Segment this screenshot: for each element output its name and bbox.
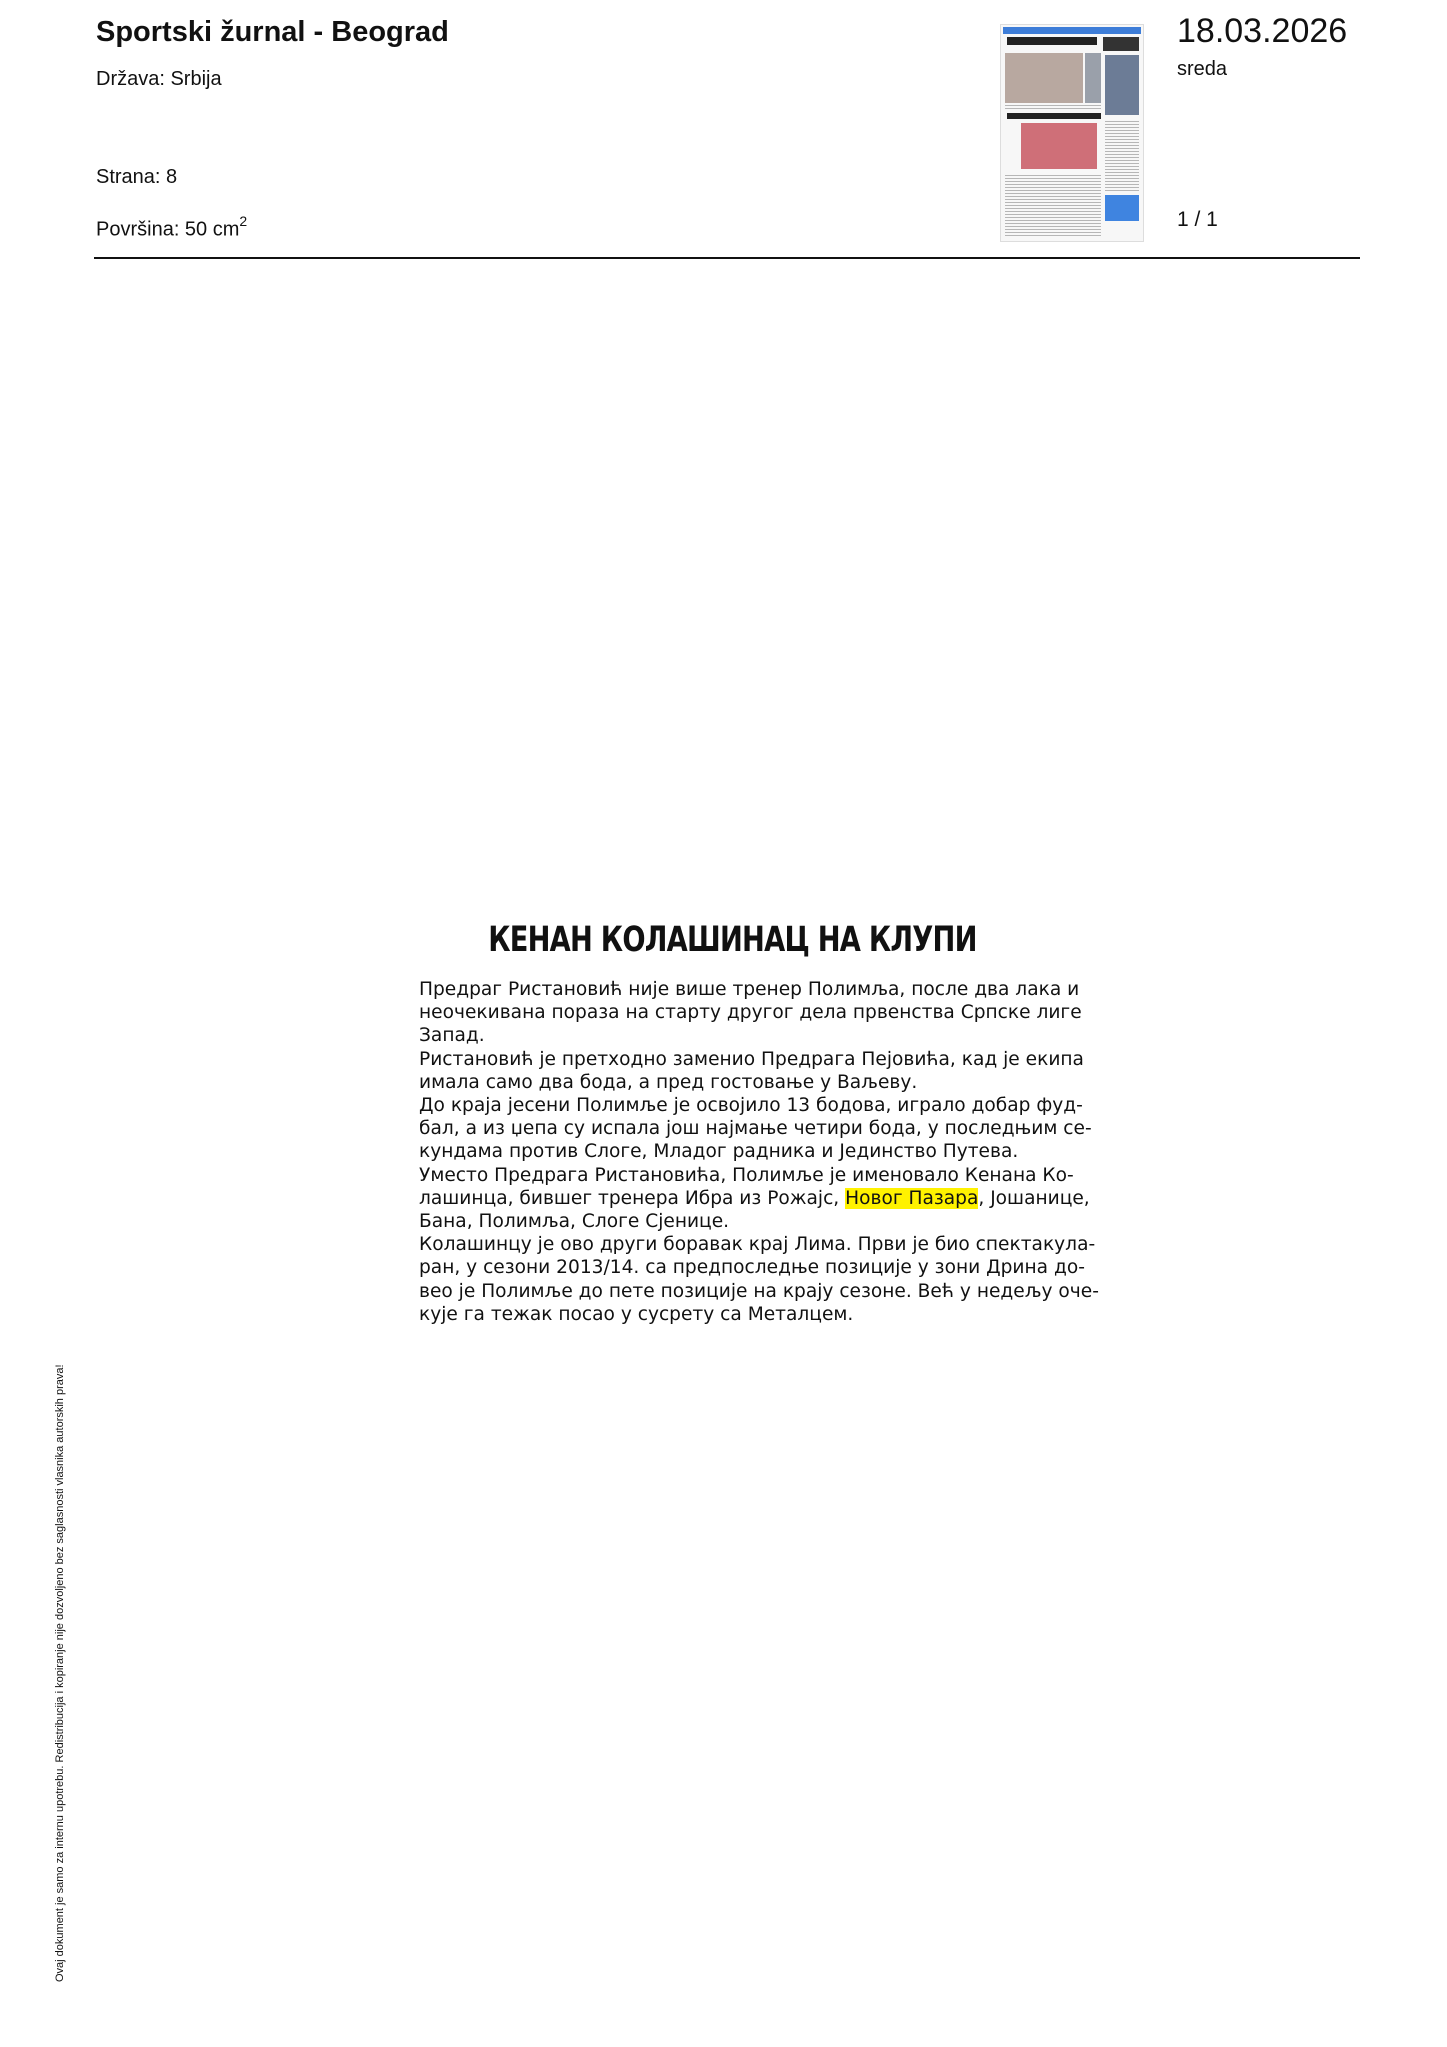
article-line: неочекивана пораза на старту другог дела првенства Српске лиге xyxy=(419,1002,1082,1024)
newspaper-page-thumbnail[interactable] xyxy=(1000,24,1144,242)
article-line: имала само два бода, а пред гостовање у Ваљеву. xyxy=(419,1071,918,1093)
article-line: вео је Полимље до пете позиције на крају сезоне. Већ у недељу оче- xyxy=(419,1280,1099,1302)
weekday: sreda xyxy=(1177,58,1228,80)
area-superscript: 2 xyxy=(239,213,248,229)
article-line: кундама против Слоге, Младог радника и Јединство Путева. xyxy=(419,1141,1019,1163)
publication-title: Sportski žurnal - Beograd xyxy=(96,16,449,48)
page-counter: 1 / 1 xyxy=(1177,208,1218,231)
highlighted-term: Новог Пазара xyxy=(845,1187,979,1209)
article-line: Бана, Полимља, Слоге Сјенице. xyxy=(419,1211,730,1233)
article-body xyxy=(419,978,1099,1326)
article-line: Запад. xyxy=(419,1025,485,1047)
article-line: Колашинцу је ово други боравак крај Лима. Први је био спектакула- xyxy=(419,1234,1096,1256)
article-title: КЕНАН КОЛАШИНАЦ НА КЛУПИ xyxy=(488,920,977,960)
publication-date: 18.03.2026 xyxy=(1177,12,1348,50)
area-label xyxy=(96,215,247,242)
page-number-label: Strana: 8 xyxy=(96,166,178,188)
article-line: Ристановић је претходно заменио Предрага Пејовића, кад је екипа xyxy=(419,1048,1084,1070)
article-line: До краја јесени Полимље је освојило 13 бодова, играло добар фуд- xyxy=(419,1095,1083,1117)
header-divider xyxy=(94,257,1360,259)
line-text-before: лашинца, бившег тренера Ибра из Рожајс, xyxy=(419,1187,846,1209)
area-text: Površina: 50 cm xyxy=(96,218,240,241)
article-line: ран, у сезони 2013/14. са предпоследње позиције у зони Дрина до- xyxy=(419,1257,1085,1279)
country-label: Država: Srbija xyxy=(96,68,222,90)
article-line-highlighted xyxy=(419,1187,1090,1210)
copyright-side-note: Ovaj dokument je samo za internu upotrebu. Redistribucija i kopiranje nije dozvoljeno bez saglasnosti vlasnika autorskih prava! xyxy=(54,1364,66,1982)
article-line: Предраг Ристановић није више тренер Полимља, после два лака и xyxy=(419,979,1080,1000)
line-text-after: , Јошанице, xyxy=(978,1187,1090,1209)
article-line: кује га тежак посао у сусрету са Металцем. xyxy=(419,1303,854,1325)
article-line: бал, а из џепа су испала још најмање четири бода, у последњим се- xyxy=(419,1118,1092,1140)
article-line: Уместо Предрага Ристановића, Полимље је именовало Кенана Ко- xyxy=(419,1164,1074,1186)
